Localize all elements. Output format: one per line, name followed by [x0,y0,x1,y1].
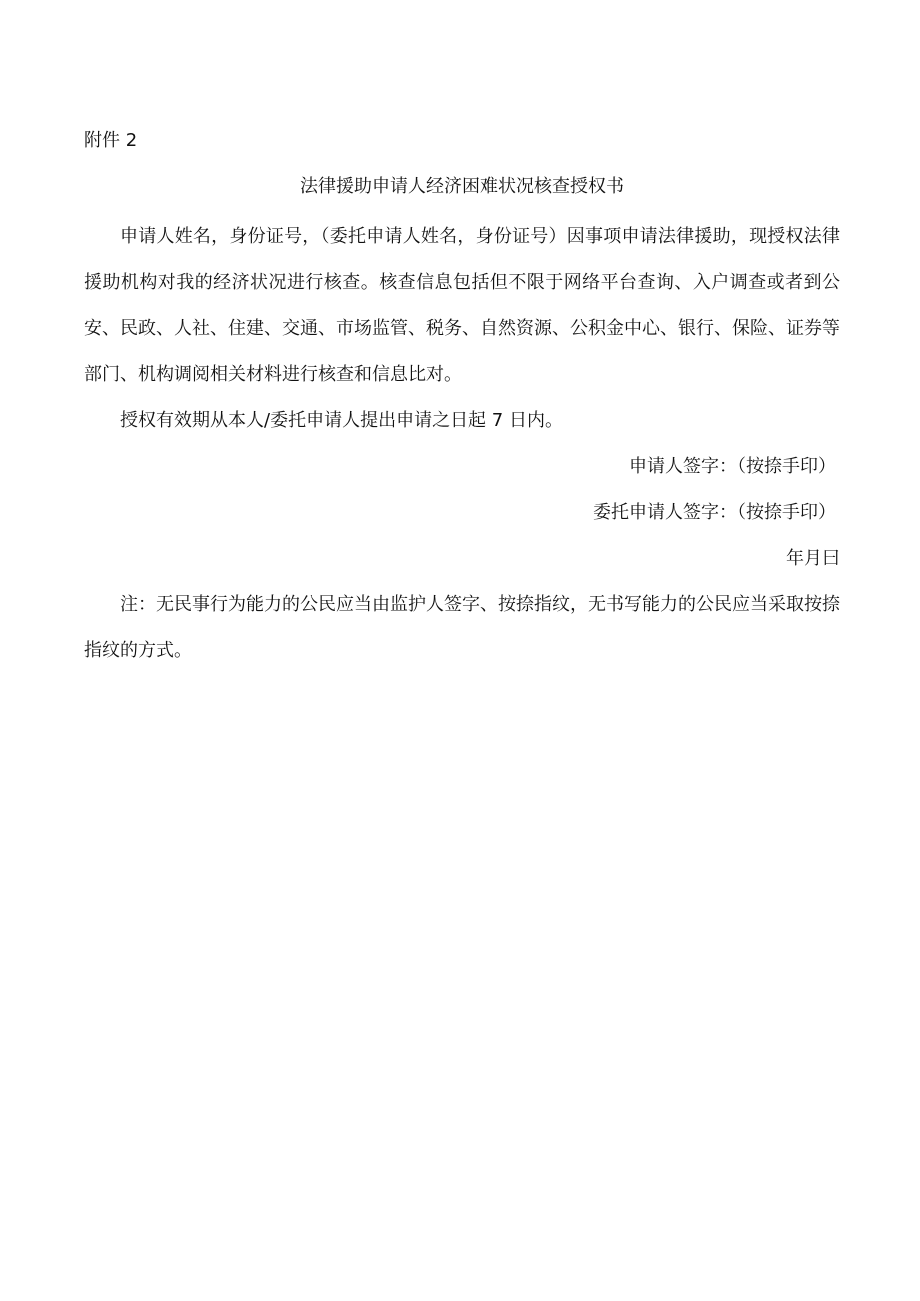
authorization-paragraph: 申请人姓名，身份证号，（委托申请人姓名，身份证号）因事项申请法律援助，现授权法律援助机构对我的经济状况进行核查。核查信息包括但不限于网络平台查询、入户调查或者到公安、民政、人社、住建、交通、市场监管、税务、自然资源、公积金中心、银行、保险、证券等部门、机构调阅相关材料进行核查和信息比对。 [84,226,840,385]
note-paragraph: 注：无民事行为能力的公民应当由监护人签字、按捺指纹，无书写能力的公民应当采取按捺指纹的方式。 [84,594,840,661]
document-title: 法律援助申请人经济困难状况核查授权书 [300,176,624,197]
document-body [84,126,840,674]
delegate-signature-line: 委托申请人签字：（按捺手印） [593,502,836,523]
date-line: 年月曰 [786,548,840,569]
validity-paragraph: 授权有效期从本人/委托申请人提出申请之日起 7 日内。 [120,410,563,431]
attachment-label: 附件 2 [84,130,138,151]
applicant-signature-line: 申请人签字：（按捺手印） [629,456,836,477]
